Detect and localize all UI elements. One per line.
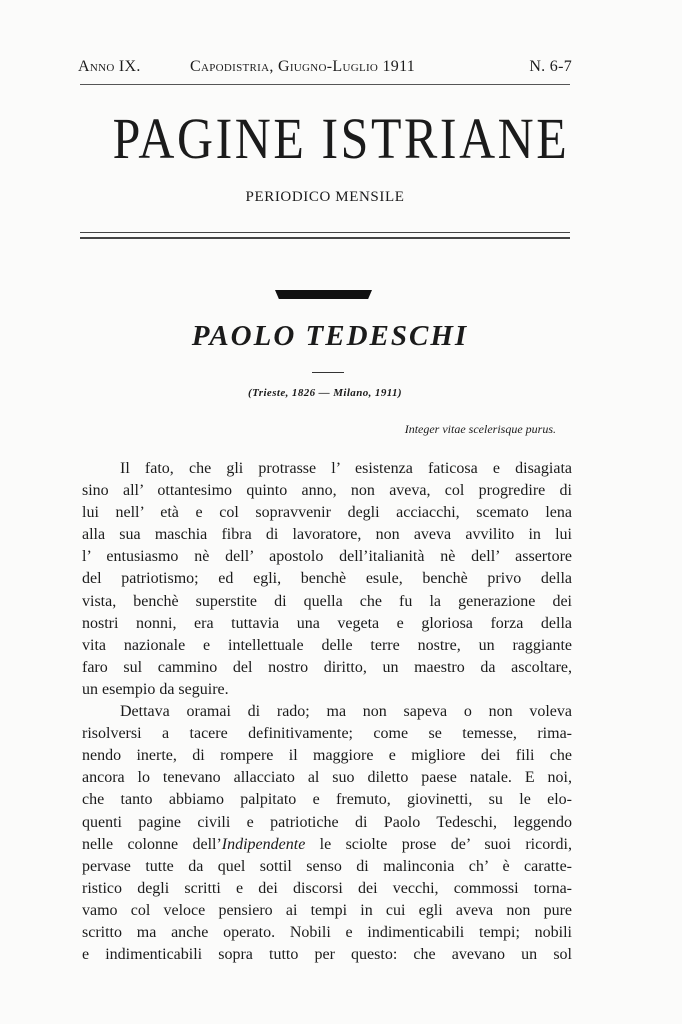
body-line: del patriotismo; ed egli, benchè esule, benchè privo della (82, 570, 572, 588)
body-line-suffix: le sciolte prose de’ suoi ricordi, (319, 835, 572, 853)
body-line: ancora lo tenevano allacciato al suo diletto paese natale. E noi, (82, 769, 572, 787)
body-line (82, 834, 572, 856)
body-line: alla sua maschia fibra di lavoratore, non aveva avvilito in lui (82, 526, 572, 544)
body-line: lui nell’ età e col sopravvenir degli acciacchi, scemato lena (82, 504, 572, 522)
body-line: vamo col veloce pensiero ai tempi in cui egli aveva non pure (82, 901, 572, 919)
masthead-double-rule (80, 232, 570, 239)
body-line: ristico degli scritti e dei discorsi dei vecchi, commossi torna- (82, 879, 572, 897)
volume-label: Anno IX. (78, 58, 141, 75)
article-body (82, 458, 572, 966)
issue-number: N. 6-7 (529, 58, 572, 75)
body-line: quenti pagine civili e patriotiche di Paolo Tedeschi, leggendo (82, 813, 572, 831)
body-line: sino all’ ottantesimo quinto anno, non aveva, col progredire di (82, 482, 572, 500)
epigraph: Integer vitae scelerisque purus. (404, 422, 556, 436)
newspaper-title-italic: Indipendente (221, 835, 306, 853)
body-line: faro sul cammino del nostro diritto, un maestro da ascoltare, (82, 658, 572, 676)
body-line: Il fato, che gli protrasse l’ esistenza faticosa e disagiata (120, 460, 572, 477)
body-line: Dettava oramai di rado; ma non sapeva o non voleva (120, 703, 572, 721)
body-line: nostri nonni, era tuttavia una vegeta e gloriosa forza della (82, 614, 572, 632)
running-header (78, 58, 572, 80)
body-line: scritto ma anche operato. Nobili e indimenticabili tempi; nobili (82, 923, 572, 941)
title-dash (312, 372, 344, 373)
body-line: che tanto abbiamo palpitato e fremuto, giovinetti, su le elo- (82, 791, 572, 809)
masthead-subtitle: PERIODICO MENSILE (245, 189, 405, 205)
body-line: l’ entusiasmo nè dell’ apostolo dell’italianità nè dell’ assertore (82, 548, 572, 566)
body-line-prefix: nelle colonne dell’ (82, 835, 222, 853)
article-dates: (Trieste, 1826 — Milano, 1911) (248, 387, 402, 399)
body-line: vita nazionale e intellettuale delle terre nostre, un raggiante (82, 636, 572, 654)
header-rule (80, 84, 570, 85)
decorative-bar (275, 290, 372, 299)
masthead-title: PAGINE ISTRIANE (112, 106, 570, 171)
body-line: vista, benchè superstite di quella che fu la generazione dei (82, 592, 572, 610)
body-line: nendo inerte, di rompere il maggiore e migliore dei fili che (82, 747, 572, 765)
article-title: PAOLO TEDESCHI (191, 320, 469, 352)
place-date-label: Capodistria, Giugno-Luglio 1911 (190, 58, 416, 75)
body-line: un esempio da seguire. (82, 680, 229, 698)
body-line: pervase tutte da quel sottil senso di malinconia ch’ è caratte- (82, 857, 572, 875)
body-line: e indimenticabili sopra tutto per questo: che avevano un sol (82, 946, 572, 964)
body-line: risolversi a tacere definitivamente; come se temesse, rima- (82, 725, 572, 743)
